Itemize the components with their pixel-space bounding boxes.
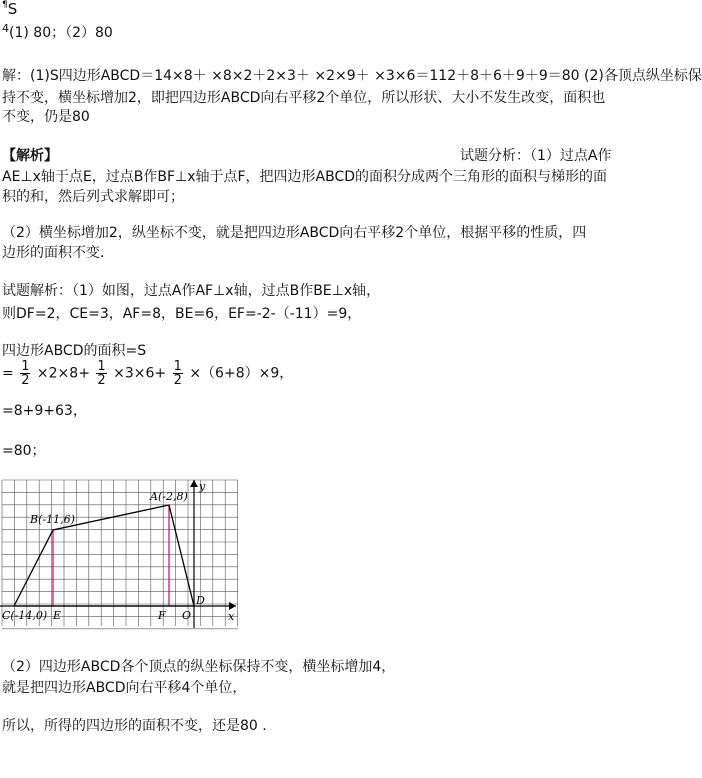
label-x-axis: x [228, 610, 235, 623]
solution-line-3: 不变，仍是80 [2, 109, 90, 125]
analysis-para2-line1: （2）横坐标增加2，纵坐标不变，就是把四边形ABCD向右平移2个单位，根据平移的性质，四 [2, 225, 587, 241]
label-point-F: F [158, 609, 166, 622]
x-axis-arrow [229, 602, 236, 610]
area-formula: = $\frac{1}{2}$ ×2×8+ $\frac{1}{2}$ ×3×6+ $\frac{1}{2}$ ×（6+8）×9， [2, 359, 294, 388]
part2-line-2: 就是把四边形ABCD向右平移4个单位， [2, 680, 247, 696]
sum-line: =8+9+63， [2, 403, 87, 419]
label-origin-O: O [182, 609, 192, 622]
solution-line-2: 持不变，横坐标增加2，即把四边形ABCD向右平移2个单位，所以形状、大小不发生改变，面积也 [2, 90, 606, 106]
coordinate-figure [0, 478, 240, 628]
detail-values: 则DF=2，CE=3，AF=8，BE=6，EF=-2-（-11）=9， [2, 306, 362, 322]
label-point-E: E [53, 609, 62, 622]
result-line: =80； [2, 443, 46, 459]
area-label: 四边形ABCD的面积=S [2, 343, 147, 359]
answer-line: $^4$(1) 80；（2）80 [2, 22, 113, 41]
label-point-C: C(-14,0) [2, 609, 48, 622]
y-axis-arrow [190, 480, 198, 487]
analysis-tag: 【解析】 [2, 148, 58, 164]
fraction-half-2: $\frac{1}{2}$ [97, 359, 106, 388]
analysis-title: 试题分析：（1）过点A作 [460, 148, 612, 164]
fraction-half-1: $\frac{1}{2}$ [21, 359, 30, 388]
label-point-B: B(-11,6) [30, 513, 75, 526]
label-point-A: A(-2,8) [150, 490, 188, 503]
analysis-para2-line2: 边形的面积不变. [2, 245, 105, 261]
solution-text-1: (1)S四边形ABCD＝14×8＋ ×8×2＋2×3＋ ×2×9＋ ×3×6＝112＋8＋6＋9＋9＝80 (2)各顶点纵坐标保 [30, 68, 702, 84]
header-s-glyph: ¶S [2, 0, 18, 18]
analysis-line-1: AE⊥x轴于点E，过点B作BF⊥x轴于点F，把四边形ABCD的面积分成两个三角形的面积与梯形的面 [2, 169, 608, 185]
solution-line-1: 解：(1)S四边形ABCD＝14×8＋ ×8×2＋2×3＋ ×2×9＋ ×3×6＝112＋8＋6＋9＋9＝80 (2)各顶点纵坐标保 [2, 68, 702, 84]
detail-intro: 试题解析：（1）如图，过点A作AF⊥x轴，过点B作BE⊥x轴， [2, 283, 381, 299]
part2-line-1: （2）四边形ABCD各个顶点的纵坐标保持不变，横坐标增加4， [2, 659, 396, 675]
part2-conclusion: 所以，所得的四边形的面积不变，还是80 . [2, 718, 267, 734]
analysis-line-2: 积的和，然后列式求解即可； [2, 189, 184, 205]
label-point-D: D [196, 594, 205, 607]
label-y-axis: y [199, 480, 206, 493]
fraction-half-3: $\frac{1}{2}$ [173, 359, 182, 388]
